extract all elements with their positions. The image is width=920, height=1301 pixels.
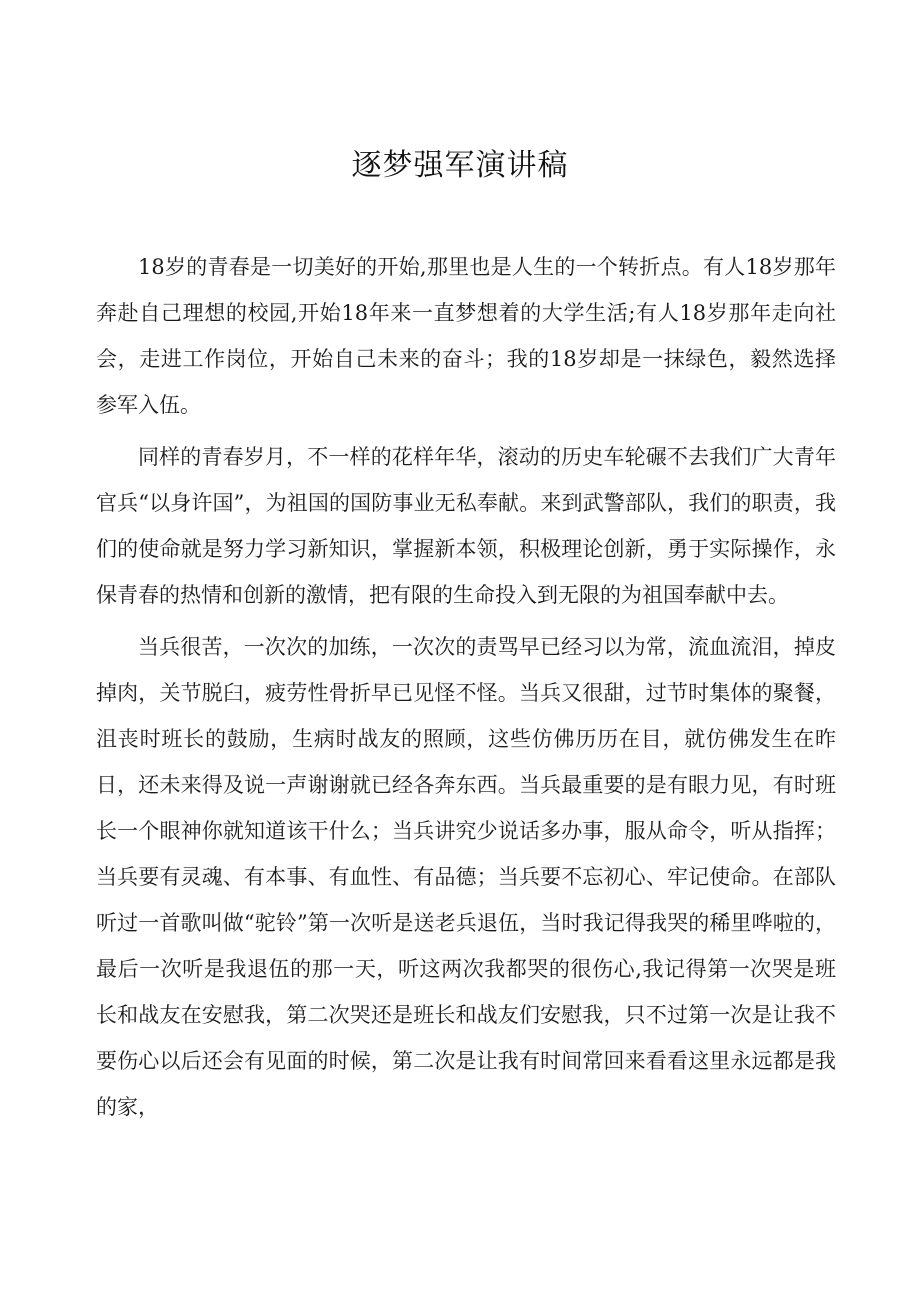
document-body	[96, 244, 836, 1136]
paragraph-3: 当兵很苦，一次次的加练，一次次的责骂早已经习以为常，流血流泪，掉皮掉肉，关节脱臼，疲劳性骨折早已见怪不怪。当兵又很甜，过节时集体的聚餐，沮丧时班长的鼓励，生病时战友的照顾，这些仿佛历历在目，就仿佛发生在昨日，还未来得及说一声谢谢就已经各奔东西。当兵最重要的是有眼力见，有时班长一个眼神你就知道该干什么；当兵讲究少说话多办事，服从命令，听从指挥；当兵要有灵魂、有本事、有血性、有品德；当兵要不忘初心、牢记使命。在部队听过一首歌叫做“驼铃”第一次听是送老兵退伍，当时我记得我哭的稀里哗啦的，最后一次听是我退伍的那一天，听这两次我都哭的很伤心,我记得第一次哭是班长和战友在安慰我，第二次哭还是班长和战友们安慰我，只不过第一次是让我不要伤心以后还会有见面的时候，第二次是让我有时间常回来看看这里永远都是我的家，	[96, 635, 836, 1119]
paragraph-1: 18岁的青春是一切美好的开始,那里也是人生的一个转折点。有人18岁那年奔赴自己理想的校园,开始18年来一直梦想着的大学生活;有人18岁那年走向社会，走进工作岗位，开始自己未来的奋斗；我的18岁却是一抹绿色，毅然选择参军入伍。	[96, 255, 836, 417]
paragraph-2: 同样的青春岁月，不一样的花样年华，滚动的历史车轮碾不去我们广大青年官兵“以身许国”，为祖国的国防事业无私奉献。来到武警部队，我们的职责，我们的使命就是努力学习新知识，掌握新本领，积极理论创新，勇于实际操作，永保青春的热情和创新的激情，把有限的生命投入到无限的为祖国奉献中去。	[96, 445, 836, 607]
document-title: 逐梦强军演讲稿	[351, 148, 569, 183]
